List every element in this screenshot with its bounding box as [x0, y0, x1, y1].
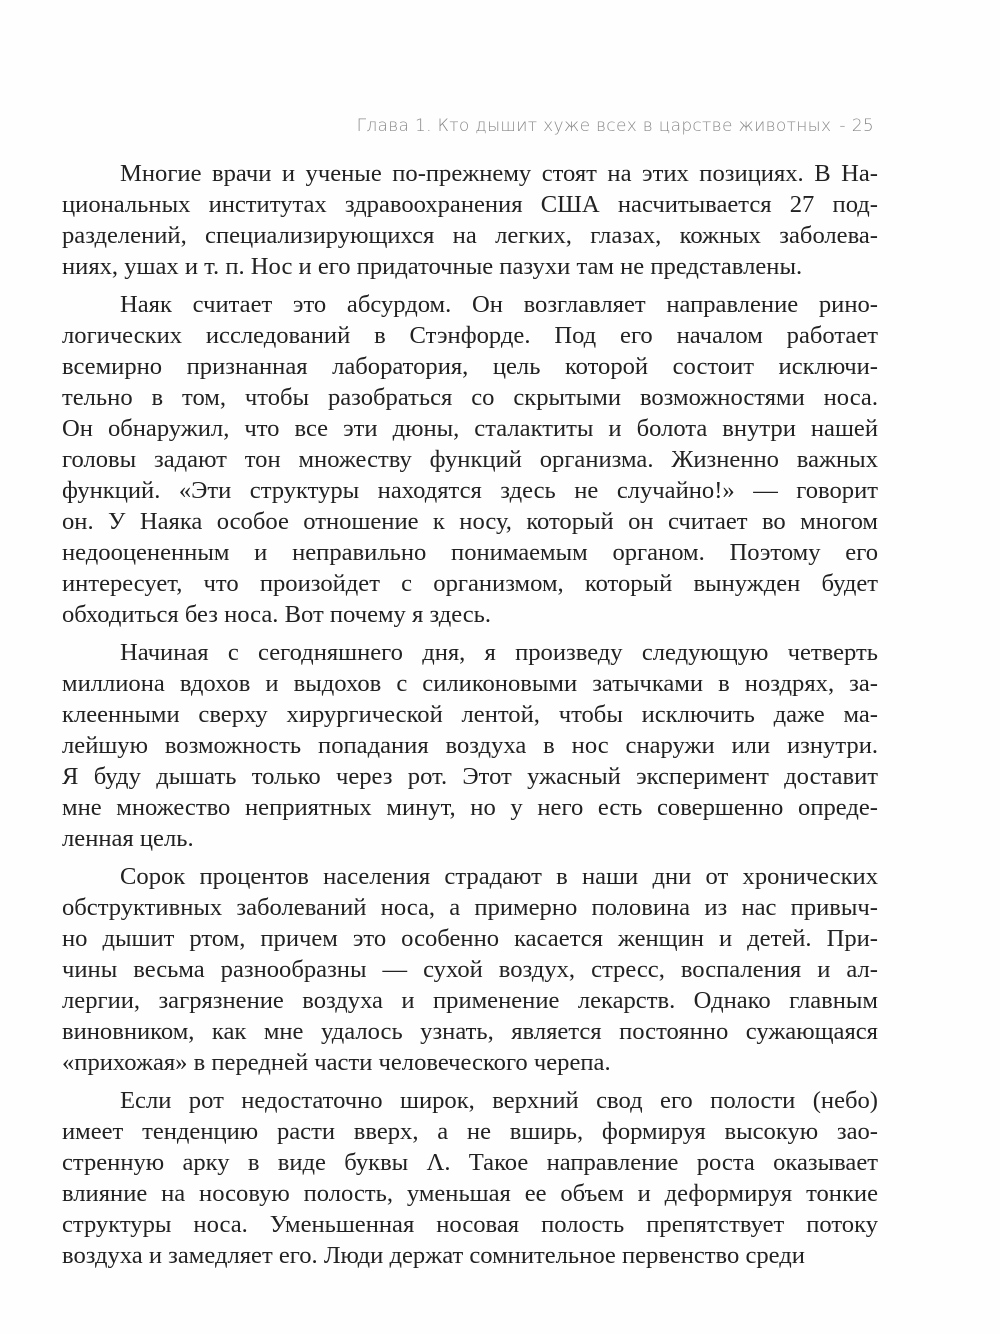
paragraph-gap — [62, 1078, 878, 1085]
text-line: мне множество неприятных минут, но у него есть совершенно опреде- — [62, 794, 878, 821]
chapter-title: Глава 1. Кто дышит хуже всех в царстве животных — [356, 116, 832, 136]
page-number: 25 — [851, 116, 874, 136]
text-line: чины весьма разнообразны — сухой воздух, стресс, воспаления и ал- — [62, 956, 878, 983]
text-line: имеет тенденцию расти вверх, а не вширь, формируя высокую зао- — [62, 1118, 878, 1145]
paragraph — [62, 1085, 878, 1271]
paragraph-gap — [62, 282, 878, 289]
running-head — [357, 116, 874, 136]
text-line: всемирно признанная лаборатория, цель которой состоит исключи- — [62, 353, 878, 380]
text-line: Многие врачи и ученые по-прежнему стоят на этих позициях. В На- — [120, 160, 878, 187]
text-line: циональных институтах здравоохранения США насчитывается 27 под- — [62, 191, 878, 218]
text-line: влияние на носовую полость, уменьшая ее объем и деформируя тонкие — [62, 1180, 878, 1207]
text-line: функций. «Эти структуры находятся здесь не случайно!» — говорит — [62, 477, 878, 504]
text-line: лейшую возможность попадания воздуха в нос снаружи или изнутри. — [62, 732, 878, 759]
text-line: лергии, загрязнение воздуха и применение лекарств. Однако главным — [62, 987, 878, 1014]
text-line: Я буду дышать только через рот. Этот ужасный эксперимент доставит — [62, 763, 878, 790]
text-line: стренную арку в виде буквы Λ. Такое направление роста оказывает — [62, 1149, 878, 1176]
text-line: обструктивных заболеваний носа, а примерно половина из нас привыч- — [62, 894, 878, 921]
text-line: головы задают тон множеству функций организма. Жизненно важных — [62, 446, 878, 473]
paragraph — [62, 158, 878, 282]
text-line: разделений, специализирующихся на легких, глазах, кожных заболева- — [62, 222, 878, 249]
text-line: но дышит ртом, причем это особенно касается женщин и детей. При- — [62, 925, 878, 952]
paragraph — [62, 289, 878, 630]
text-line: миллиона вдохов и выдохов с силиконовыми затычками в ноздрях, за- — [62, 670, 878, 697]
text-line: логических исследований в Стэнфорде. Под его началом работает — [62, 322, 878, 349]
text-line: интересует, что произойдет с организмом, который вынужден будет — [62, 570, 878, 597]
text-line: Он обнаружил, что все эти дюны, сталактиты и болота внутри нашей — [62, 415, 878, 442]
text-line: Если рот недостаточно широк, верхний свод его полости (небо) — [120, 1087, 878, 1114]
text-line: ниях, ушах и т. п. Нос и его придаточные пазухи там не представлены. — [62, 253, 803, 280]
text-line: недооцененным и неправильно понимаемым органом. Поэтому его — [62, 539, 878, 566]
text-line: Сорок процентов населения страдают в наши дни от хронических — [120, 863, 878, 890]
text-line: структуры носа. Уменьшенная носовая полость препятствует потоку — [62, 1211, 878, 1238]
header-separator: - — [839, 116, 846, 136]
text-line: он. У Наяка особое отношение к носу, который он считает во многом — [62, 508, 878, 535]
text-line: воздуха и замедляет его. Люди держат сомнительное первенство среди — [62, 1242, 805, 1269]
text-line: «прихожая» в передней части человеческого черепа. — [62, 1049, 611, 1076]
paragraph — [62, 637, 878, 854]
paragraph — [62, 861, 878, 1078]
text-line: тельно в том, чтобы разобраться со скрытыми возможностями носа. — [62, 384, 878, 411]
text-line: Наяк считает это абсурдом. Он возглавляет направление рино- — [120, 291, 878, 318]
text-line: Начиная с сегодняшнего дня, я произведу следующую четверть — [120, 639, 878, 666]
paragraph-gap — [62, 630, 878, 637]
text-line: клеенными сверху хирургической лентой, чтобы исключить даже ма- — [62, 701, 878, 728]
text-line: виновником, как мне удалось узнать, является постоянно сужающаяся — [62, 1018, 878, 1045]
paragraph-gap — [62, 854, 878, 861]
body-text — [62, 158, 878, 1271]
text-line: обходиться без носа. Вот почему я здесь. — [62, 601, 492, 628]
text-line: ленная цель. — [62, 825, 194, 852]
